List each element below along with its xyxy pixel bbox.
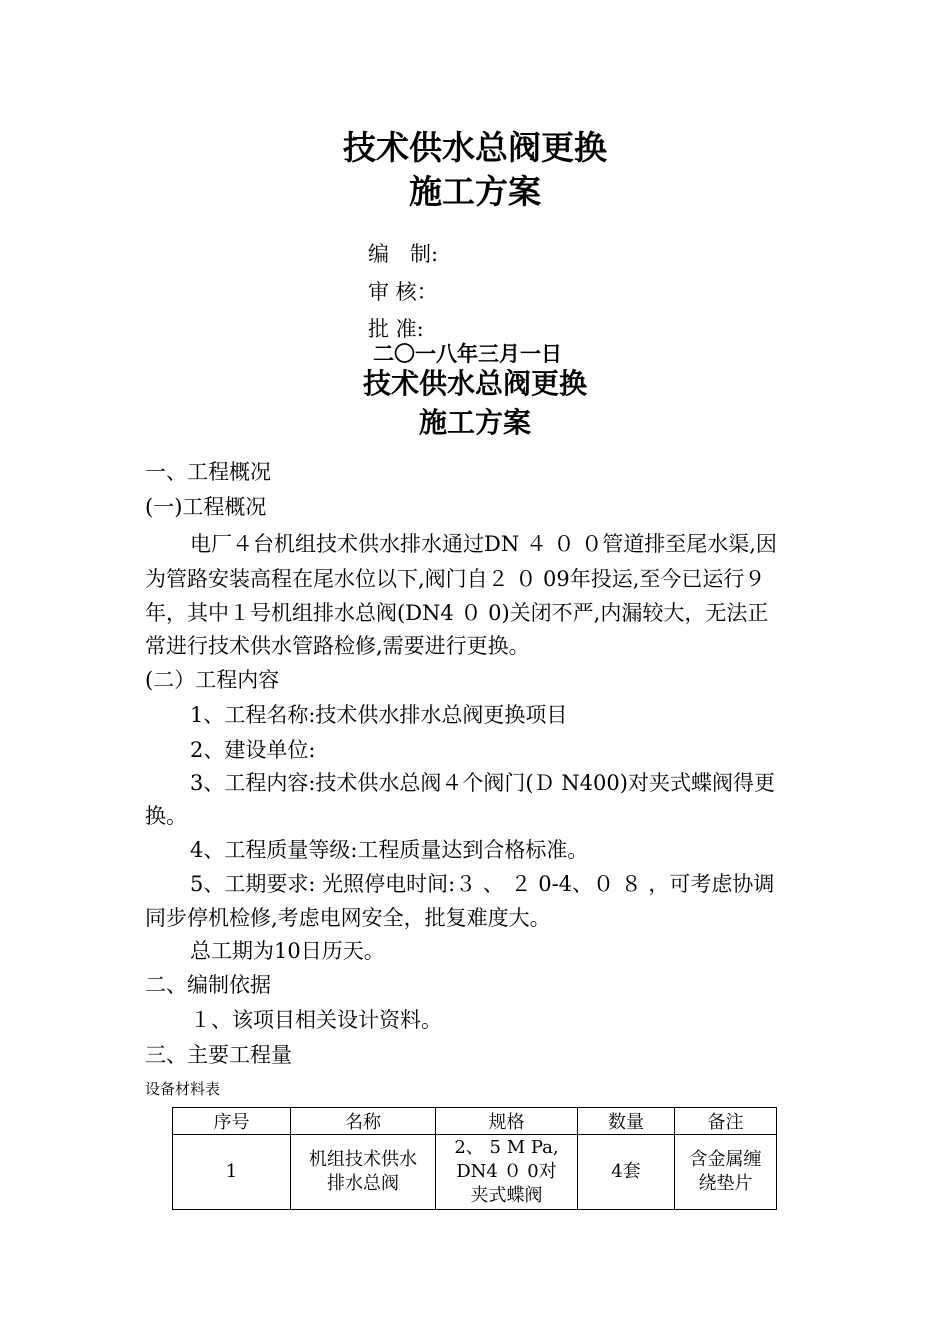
table-header-row [173, 1108, 777, 1135]
cover-title-line1: 技术供水总阀更换 [343, 128, 607, 167]
cell-qty: 4套 [578, 1135, 675, 1210]
approve-label: 批 准: [368, 317, 424, 341]
doc-title-line2: 施工方案 [418, 406, 531, 439]
para1-line1: 电厂４台机组技术供水排水通过DN ４ ０ ０管道排至尾水渠,因 [190, 532, 777, 556]
compile-label: 编 制: [368, 242, 439, 266]
section-2-heading: 二、编制依据 [145, 973, 271, 997]
section-1-heading: 一、工程概况 [145, 460, 271, 484]
cell-no: 1 [173, 1135, 291, 1210]
header-qty: 数量 [578, 1108, 675, 1135]
cell-spec-line3: 夹式蝶阀 [470, 1185, 543, 1206]
total-duration: 总工期为10日历天。 [190, 939, 385, 963]
para1-line3: 年，其中１号机组排水总阀(DN4 ０ 0)关闭不严,内漏较大，无法正 [145, 601, 769, 625]
item-1: 1、工程名称:技术供水排水总阀更换项目 [190, 703, 568, 727]
item-5-line1: 5、工期要求: 光照停电时间:３ 、 ２ 0-4、０ ８ ，可考虑协调 [190, 872, 775, 896]
cell-spec [436, 1135, 578, 1210]
section-1-sub2: (二）工程内容 [145, 668, 280, 692]
cell-name-line1: 机组技术供水 [309, 1149, 417, 1170]
section-3-heading: 三、主要工程量 [145, 1043, 292, 1067]
cell-spec-line1: 2、 5 M Pa, [454, 1137, 559, 1158]
header-spec: 规格 [436, 1108, 578, 1135]
section-2-item1: １、该项目相关设计资料。 [190, 1008, 442, 1032]
table-caption: 设备材料表 [145, 1080, 221, 1098]
cover-date: 二〇一八年三月一日 [373, 341, 562, 366]
cell-name [291, 1135, 436, 1210]
materials-table [172, 1107, 777, 1210]
cell-name-line2: 排水总阀 [327, 1173, 399, 1194]
para1-line2: 为管路安装高程在尾水位以下,阀门自２ ０ 09年投运,至今已运行９ [145, 567, 766, 591]
doc-title-line1: 技术供水总阀更换 [362, 367, 587, 400]
cell-note [675, 1135, 777, 1210]
item-4: 4、工程质量等级:工程质量达到合格标准。 [190, 838, 589, 862]
cell-note-line1: 含金属缠 [689, 1149, 762, 1170]
review-label: 审 核： [368, 280, 438, 304]
item-3-line2: 换。 [145, 804, 187, 828]
cell-spec-line2: DN4 ０ 0对 [456, 1161, 557, 1182]
item-2: 2、建设单位: [190, 738, 316, 762]
header-no: 序号 [173, 1108, 291, 1135]
cell-note-line2: 绕垫片 [698, 1173, 753, 1194]
cover-title-line2: 施工方案 [409, 172, 541, 211]
header-note: 备注 [675, 1108, 777, 1135]
section-1-sub1: (一)工程概况 [145, 495, 267, 519]
para1-line4: 常进行技术供水管路检修,需要进行更换。 [145, 634, 530, 658]
table-row [173, 1135, 777, 1210]
header-name: 名称 [291, 1108, 436, 1135]
item-3-line1: 3、工程内容:技术供水总阀４个阀门(Ｄ N400)对夹式蝶阀得更 [190, 771, 775, 795]
item-5-line2: 同步停机检修,考虑电网安全，批复难度大。 [145, 906, 551, 930]
